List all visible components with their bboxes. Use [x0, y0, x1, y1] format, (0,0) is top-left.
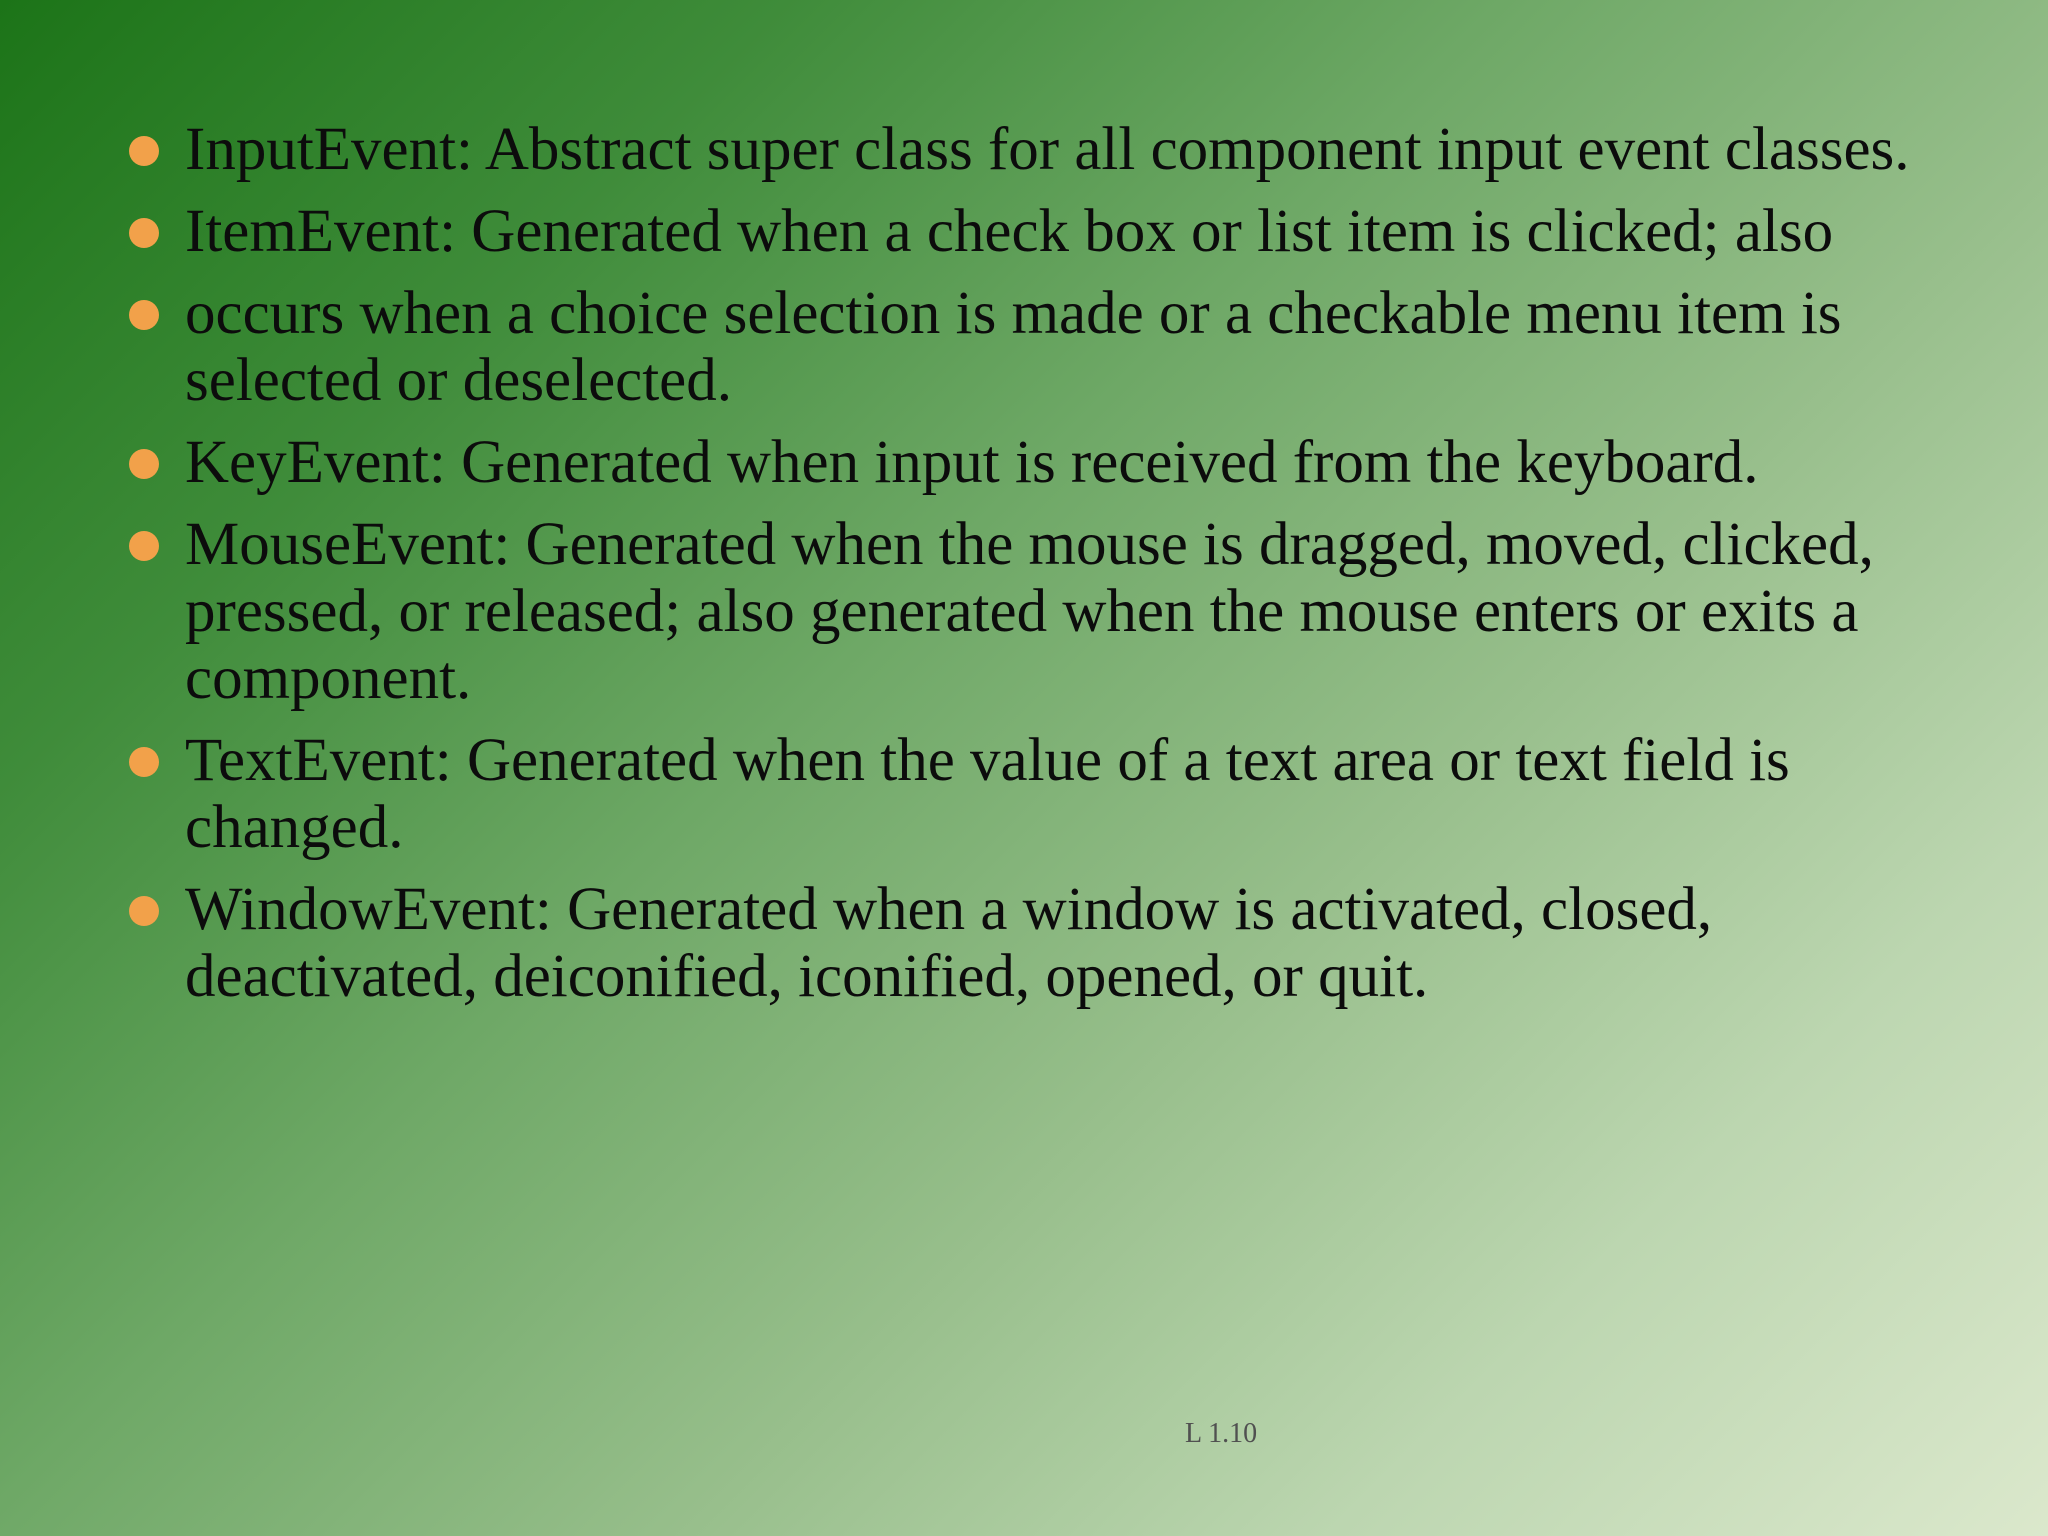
bullet-text: WindowEvent: Generated when a window is activated, closed, deactivated, deiconified, iconified, opened, or quit. [185, 876, 1713, 1010]
bullet-text: ItemEvent: Generated when a check box or list item is clicked; also [185, 198, 1834, 265]
bullet-text: occurs when a choice selection is made or a checkable menu item is selected or deselected. [185, 280, 1842, 414]
bullet-dot-icon [129, 896, 159, 926]
bullet-dot-icon [129, 449, 159, 479]
bullet-dot-icon [129, 218, 159, 248]
bullet-text: MouseEvent: Generated when the mouse is dragged, moved, clicked, pressed, or released; also generated when the mouse enters or exits a component. [185, 511, 1874, 712]
bullet-dot-icon [129, 531, 159, 561]
bullet-item-input-event [125, 116, 1985, 183]
bullet-text: KeyEvent: Generated when input is received from the keyboard. [185, 429, 1759, 496]
bullet-text: InputEvent: Abstract super class for all component input event classes. [185, 116, 1910, 183]
bullet-item-text-event [125, 727, 1985, 861]
bullet-item-key-event [125, 429, 1985, 496]
bullet-list [125, 116, 1985, 1025]
bullet-item-mouse-event [125, 511, 1985, 712]
bullet-dot-icon [129, 300, 159, 330]
bullet-item-item-event-continued [125, 280, 1985, 414]
bullet-item-window-event [125, 876, 1985, 1010]
bullet-text: TextEvent: Generated when the value of a text area or text field is changed. [185, 727, 1790, 861]
bullet-dot-icon [129, 747, 159, 777]
bullet-item-item-event [125, 198, 1985, 265]
slide-number: L 1.10 [1185, 1418, 1258, 1449]
bullet-dot-icon [129, 136, 159, 166]
